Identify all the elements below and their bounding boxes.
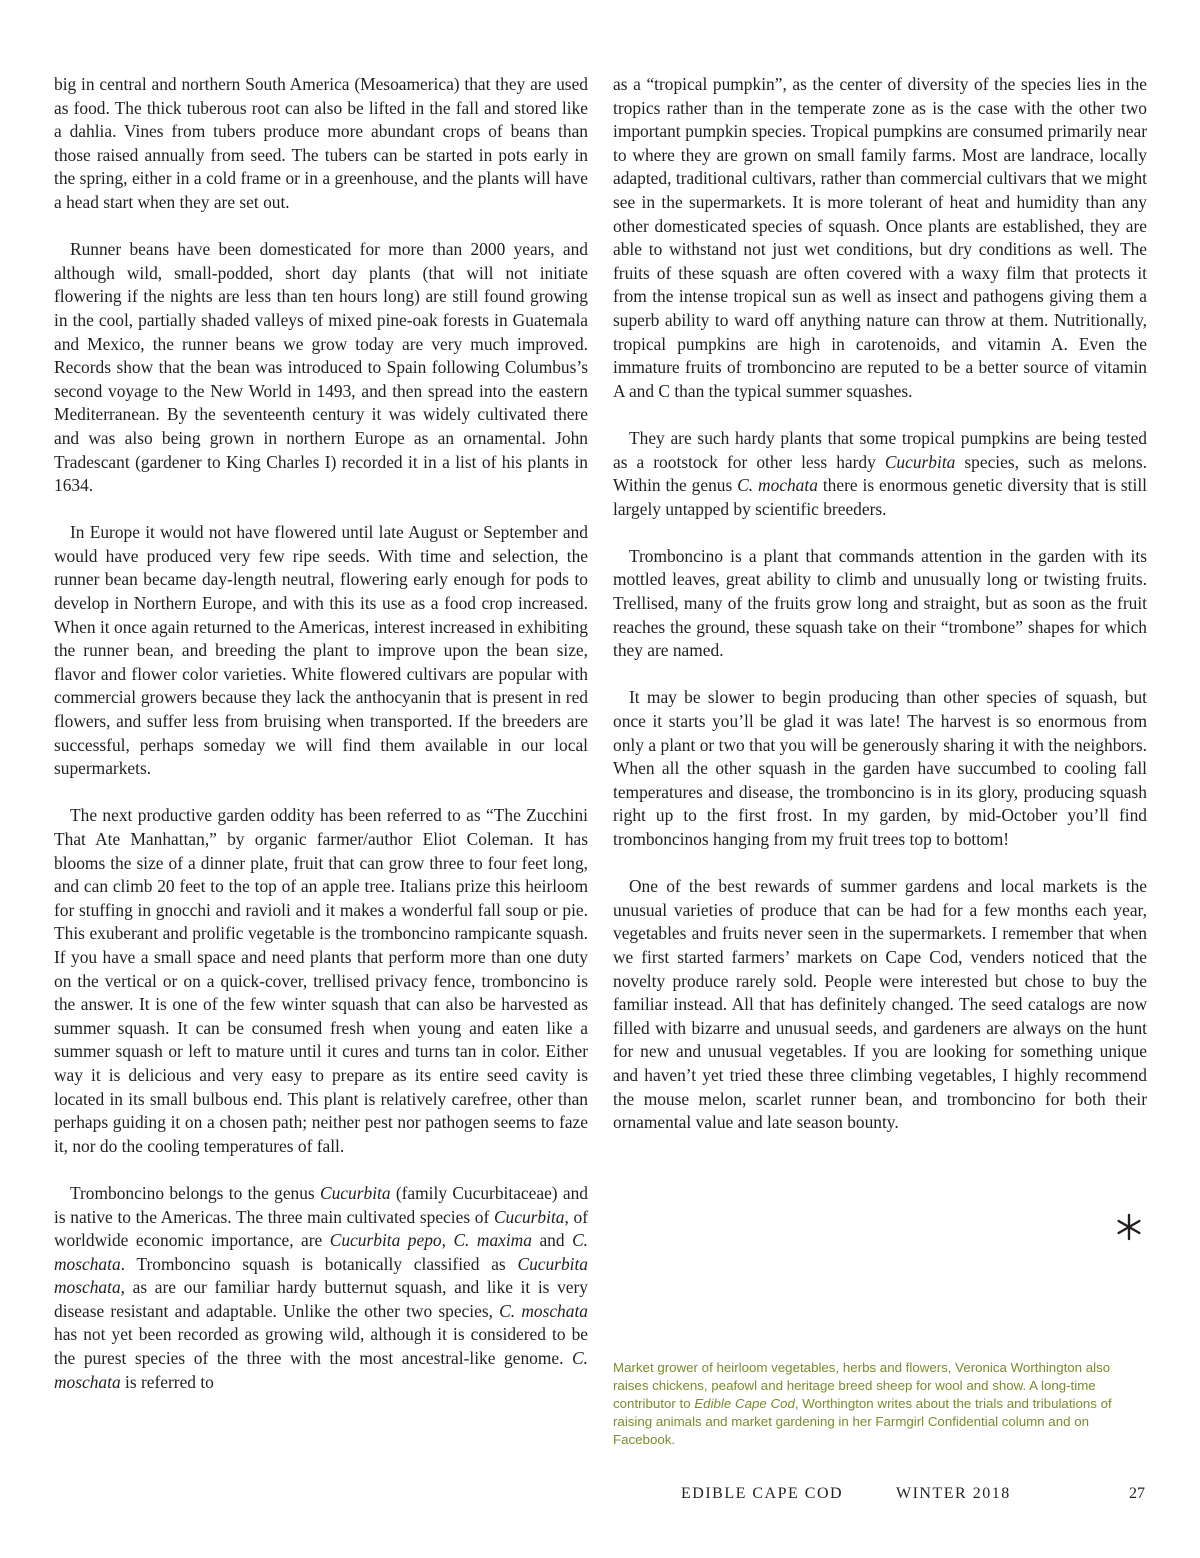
end-of-article-asterisk-icon (1115, 1213, 1143, 1241)
article-paragraph: The next productive garden oddity has been referred to as “The Zucchini That Ate Manhattan,” by organic farmer/author Eliot Coleman. It has blooms the size of a dinner plate, fruit that can grow three to four feet long, and can climb 20 feet to the top of an apple tree. Italians prize this heirloom for stuffing in gnocchi and ravioli and it makes a wonderful fall soup or pie. This exuberant and prolific vegetable is the tromboncino rampicante squash. If you have a small space and need plants that perform more than one duty on the vertical or on a quick-cover, trellised privacy fence, tromboncino is the answer. It is one of the few winter squash that can also be harvested as summer squash. It can be consumed fresh when young and eaten like a summer squash or left to mature until it cures and turns tan in color. Either way it is delicious and very easy to prepare as its entire seed cavity is located in its small bulbous end. This plant is relatively carefree, other than perhaps guiding it on a chosen path; neither pest nor pathogen seems to faze it, nor do the cooling temperatures of fall. (54, 805, 588, 1156)
article-paragraph: Tromboncino is a plant that commands attention in the garden with its mottled leaves, great ability to climb and unusually long or twisting fruits. Trellised, many of the fruits grow long and straight, but as soon as the fruit reaches the ground, these squash take on their “trombone” shapes for which they are named. (613, 545, 1147, 661)
article-paragraph: as a “tropical pumpkin”, as the center of diversity of the species lies in the tropics rather than in the temperate zone as is the case with the other two important pumpkin species. Tropical pumpkins are consumed primarily near to where they are grown on small family farms. Most are landrace, locally adapted, traditional cultivars, rather than commercial cultivars that we might see in the supermarkets. It is more tolerant of heat and humidity than any other domesticated species of squash. Once plants are established, they are able to withstand not just wet conditions, but dry conditions as well. The fruits of these squash are often covered with a waxy film that protects it from the intense tropical sun as well as insect and pathogens giving them a superb ability to ward off anything nature can throw at them. Nutritionally, tropical pumpkins are high in carotenoids, and vitamin A. Even the immature fruits of tromboncino are reputed to be a better source of vitamin A and C than the typical summer squashes. (613, 74, 1147, 401)
article-left-column (54, 73, 588, 1394)
article-paragraph: They are such hardy plants that some tropical pumpkins are being tested as a rootstock for other less hardy Cucurbita species, such as melons. Within the genus C. mochata there is enormous genetic diversity that is still largely untapped by scientific breeders. (613, 427, 1147, 519)
article-paragraph: Runner beans have been domesticated for more than 2000 years, and although wild, small-podded, short day plants (that will not initiate flowering if the nights are less than ten hours long) are still found growing in the cool, partially shaded valleys of mixed pine-oak forests in Guatemala and Mexico, the runner beans we grow today are very much improved. Records show that the bean was introduced to Spain following Columbus’s second voyage to the New World in 1493, and then spread into the eastern Mediterranean. By the seventeenth century it was widely cultivated there and was also being grown in northern Europe as an ornamental. John Tradescant (gardener to King Charles I) recorded it in a list of his plants in 1634. (54, 239, 588, 496)
article-paragraph: In Europe it would not have flowered until late August or September and would have produced very few ripe seeds. With time and selection, the runner bean became day-length neutral, flowering early enough for pods to develop in Northern Europe, and with this its use as a food crop increased. When it once again returned to the Americas, interest increased in exhibiting the runner bean, and breeding the plant to improve upon the bean size, flavor and flower color varieties. White flowered cultivars are popular with commercial growers because they lack the anthocyanin that is present in red flowers, and suffer less from bruising when transported. If the breeders are successful, perhaps someday we will find them available in our local supermarkets. (54, 522, 588, 779)
page-number: 27 (1129, 1485, 1145, 1502)
article-paragraph: It may be slower to begin producing than other species of squash, but once it starts you’ll be glad it was late! The harvest is so enormous from only a plant or two that you will be generously sharing it with the neighbors. When all the other squash in the garden have succumbed to cooling fall temperatures and disease, the tromboncino is in its glory, producing squash right up to the first frost. In my garden, by mid-October you’ll find tromboncinos hanging from my fruit trees top to bottom! (613, 687, 1147, 849)
footer-issue: WINTER 2018 (896, 1485, 1011, 1502)
article-right-column (613, 73, 1147, 1135)
author-bio: Market grower of heirloom vegetables, herbs and flowers, Veronica Worthington also raises chickens, peafowl and heritage breed sheep for wool and show. A long-time contributor to Edible Cape Cod, Worthington writes about the trials and tribulations of raising animals and market gardening in her Farmgirl Confidential column and on Facebook. (613, 1360, 1112, 1447)
article-paragraph: big in central and northern South America (Mesoamerica) that they are used as food. The thick tuberous root can also be lifted in the fall and stored like a dahlia. Vines from tubers produce more abundant crops of beans than those raised annually from seed. The tubers can be started in pots early in the spring, either in a cold frame or in a greenhouse, and the plants will have a head start when they are set out. (54, 74, 588, 212)
article-paragraph: Tromboncino belongs to the genus Cucurbita (family Cucurbitaceae) and is native to the Americas. The three main cultivated species of Cucurbita, of worldwide economic importance, are Cucurbita pepo, C. maxima and C. moschata. Tromboncino squash is botanically classified as Cucurbita moschata, as are our familiar hardy butternut squash, and like it is very disease resistant and adaptable. Unlike the other two species, C. moschata has not yet been recorded as growing wild, although it is considered to be the purest species of the three with the most ancestral-like genome. C. moschata is referred to (54, 1182, 589, 1392)
footer-magazine-name: EDIBLE CAPE COD (681, 1485, 844, 1502)
article-paragraph: One of the best rewards of summer gardens and local markets is the unusual varieties of produce that can be had for a few months each year, vegetables and fruits never seen in the supermarkets. I remember that when we first started farmers’ markets on Cape Cod, venders noticed that the novelty produce rarely sold. People were interested but chose to buy the familiar instead. All that has definitely changed. The seed catalogs are now filled with bizarre and unusual seeds, and gardeners are always on the hunt for new and unusual vegetables. If you are looking for something unique and haven’t yet tried these three climbing vegetables, I highly recommend the mouse melon, scarlet runner bean, and tromboncino for both their ornamental value and late season bounty. (613, 876, 1147, 1133)
